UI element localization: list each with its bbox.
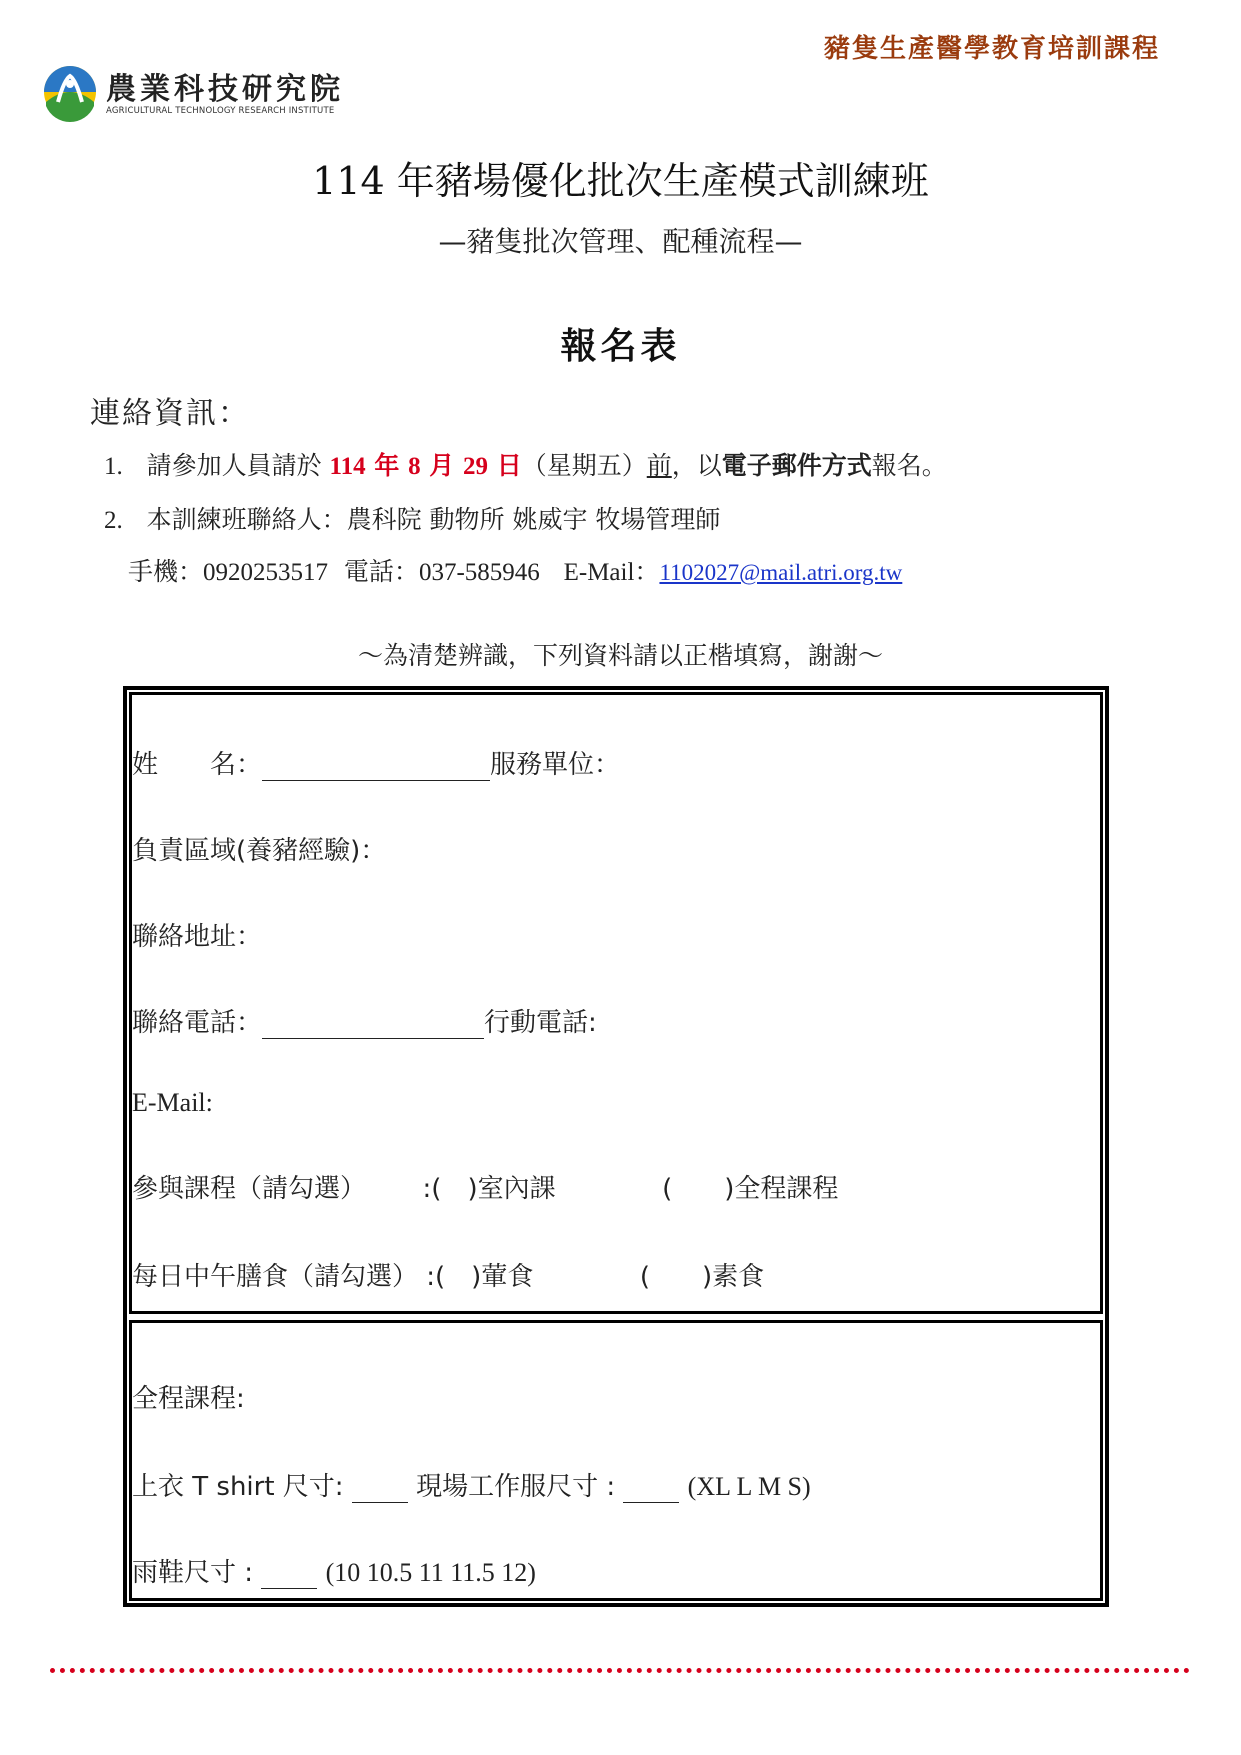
dotted-separator xyxy=(50,1668,1190,1673)
contact-person: 本訓練班聯絡人：農科院 動物所 姚威宇 牧場管理師 xyxy=(146,505,721,534)
workwear-size-options: (XL L M S) xyxy=(687,1472,811,1501)
course-option-full[interactable]: ( )全程課程 xyxy=(662,1174,839,1204)
mobile-number: 0920253517 xyxy=(203,559,329,586)
signup-method: 電子郵件方式 xyxy=(721,451,872,480)
boots-row xyxy=(132,1552,536,1589)
address-label: 聯絡地址： xyxy=(132,922,263,952)
form-heading: 報名表 xyxy=(560,326,681,367)
address-row xyxy=(132,916,262,953)
meal-option-vegetarian[interactable]: ( )素食 xyxy=(639,1262,765,1292)
contact-item-1 xyxy=(104,446,947,482)
contact-heading: 連絡資訊： xyxy=(90,396,250,431)
region-label: 負責區域(養豬經驗)： xyxy=(132,836,387,866)
full-course-row xyxy=(132,1378,245,1415)
deadline-month: 8 xyxy=(408,453,421,480)
boots-label: 雨鞋尺寸 : xyxy=(132,1558,254,1588)
deadline-weekday: （星期五） xyxy=(521,451,647,480)
unit-label: 服務單位： xyxy=(490,750,621,780)
email-row xyxy=(132,1088,213,1118)
meal-row xyxy=(132,1256,764,1293)
deadline-day-unit: 日 xyxy=(488,451,522,480)
region-row xyxy=(132,830,386,867)
mobile-label: 手機： xyxy=(128,557,204,586)
phone-label: 電話： xyxy=(343,557,419,586)
deadline-month-unit: 月 xyxy=(420,451,464,480)
email-label: E-Mail: xyxy=(132,1088,213,1117)
full-course-label: 全程課程: xyxy=(132,1384,245,1414)
phone-number: 037-585946 xyxy=(418,559,540,586)
workwear-size-field[interactable] xyxy=(623,1472,679,1503)
item1-mid: ，以 xyxy=(671,451,722,480)
contact-item-2 xyxy=(104,500,720,536)
deadline-year-unit: 年 xyxy=(365,451,409,480)
item-number: 2. xyxy=(104,507,123,534)
item-number: 1. xyxy=(104,453,123,480)
name-field[interactable] xyxy=(262,750,490,781)
name-row xyxy=(132,744,620,781)
deadline-day: 29 xyxy=(463,453,489,480)
size-row xyxy=(132,1466,811,1503)
logo-name-en: AGRICULTURAL TECHNOLOGY RESEARCH INSTITUTE xyxy=(106,106,335,116)
workwear-label: 現場工作服尺寸 : xyxy=(416,1472,616,1502)
boots-size-field[interactable] xyxy=(261,1558,317,1589)
phone-field[interactable] xyxy=(262,1008,484,1039)
document-title: 114 年豬場優化批次生產模式訓練班 xyxy=(312,159,929,203)
item1-post: 報名。 xyxy=(871,451,947,480)
course-series-header: 豬隻生產醫學教育培訓課程 xyxy=(823,34,1160,64)
name-label: 姓 名： xyxy=(132,750,263,780)
handwriting-note: ～為清楚辨識，下列資料請以正楷填寫，謝謝～ xyxy=(357,641,883,670)
tshirt-label: 上衣 T shirt 尺寸: xyxy=(132,1472,344,1502)
course-option-indoor[interactable]: :( )室內課 xyxy=(422,1174,556,1204)
item1-pre: 請參加人員請於 xyxy=(146,451,330,480)
mobile-label: 行動電話: xyxy=(484,1008,597,1038)
contact-numbers xyxy=(128,552,902,588)
email-link[interactable]: 1102027@mail.atri.org.tw xyxy=(659,560,903,585)
deadline-year: 114 xyxy=(329,453,366,480)
boots-size-options: (10 10.5 11 11.5 12) xyxy=(325,1558,536,1587)
course-row xyxy=(132,1168,838,1205)
phone-label: 聯絡電話： xyxy=(132,1008,263,1038)
phone-row xyxy=(132,1002,597,1039)
tshirt-size-field[interactable] xyxy=(352,1472,408,1503)
document-subtitle: —豬隻批次管理、配種流程— xyxy=(438,225,803,258)
atri-logo-icon xyxy=(40,62,100,122)
meal-label: 每日中午膳食（請勾選） xyxy=(132,1262,419,1292)
deadline-before: 前 xyxy=(646,451,672,480)
logo-name-cn: 農業科技研究院 xyxy=(106,72,344,107)
meal-option-meat[interactable]: :( )葷食 xyxy=(426,1262,534,1292)
email-label: E-Mail： xyxy=(563,559,660,586)
course-label: 參與課程（請勾選） xyxy=(132,1174,367,1204)
